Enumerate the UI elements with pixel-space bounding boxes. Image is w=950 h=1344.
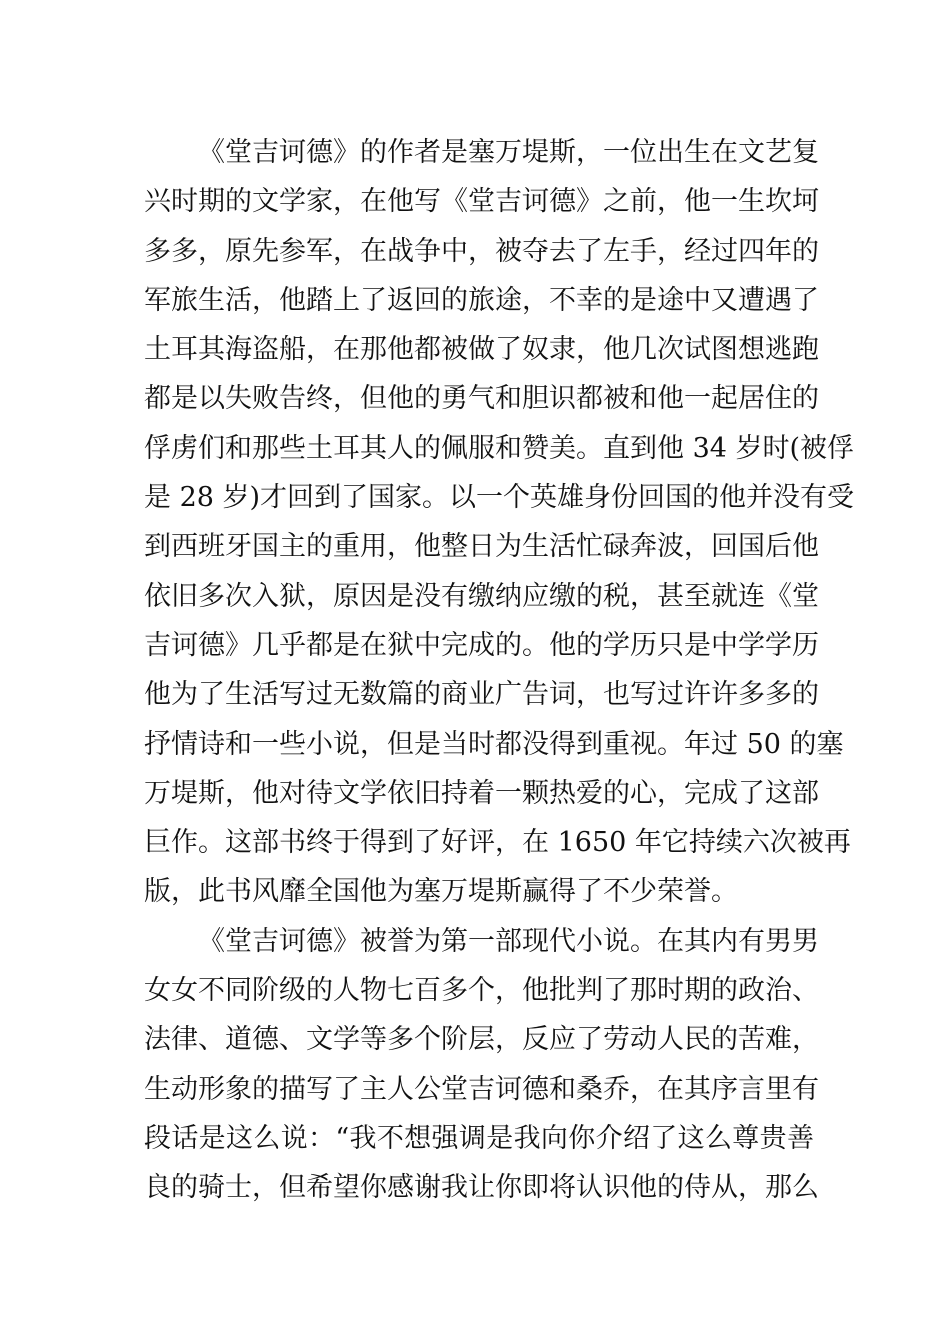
paragraph-1-line-11: 吉诃德》几乎都是在狱中完成的。他的学历只是中学学历 [144, 629, 819, 661]
paragraph-1-line-16: 版，此书风靡全国他为塞万堤斯赢得了不少荣誉。 [144, 876, 738, 908]
paragraph-2-line-4: 生动形象的描写了主人公堂吉诃德和桑乔，在其序言里有 [144, 1073, 819, 1105]
paragraph-2-line-1: 《堂吉诃德》被誉为第一部现代小说。在其内有男男 [198, 925, 819, 957]
paragraph-1-line-1: 《堂吉诃德》的作者是塞万堤斯，一位出生在文艺复 [198, 137, 819, 168]
document-body [144, 128, 855, 1213]
paragraph-2 [144, 917, 819, 1213]
paragraph-1-line-5: 土耳其海盗船，在那他都被做了奴隶，他几次试图想逃跑 [144, 334, 819, 366]
paragraph-1-line-8: 是 28 岁)才回到了国家。以一个英雄身份回国的他并没有受 [144, 482, 855, 514]
paragraph-1-line-4: 军旅生活，他踏上了返回的旅途，不幸的是途中又遭遇了 [144, 284, 819, 316]
paragraph-1-line-14: 万堤斯，他对待文学依旧持着一颗热爱的心，完成了这部 [144, 777, 819, 809]
paragraph-1-line-7: 俘虏们和那些土耳其人的佩服和赞美。直到他 34 岁时(被俘 [144, 432, 855, 464]
paragraph-1-line-12: 他为了生活写过无数篇的商业广告词，也写过许许多多的 [144, 679, 819, 711]
paragraph-1-line-10: 依旧多次入狱，原因是没有缴纳应缴的税，甚至就连《堂 [144, 580, 819, 612]
paragraph-1-line-13: 抒情诗和一些小说，但是当时都没得到重视。年过 50 的塞 [144, 728, 844, 760]
paragraph-2-line-5: 段话是这么说：“我不想强调是我向你介绍了这么尊贵善 [144, 1122, 814, 1154]
paragraph-1-line-2: 兴时期的文学家，在他写《堂吉诃德》之前，他一生坎坷 [144, 186, 819, 218]
paragraph-2-line-3: 法律、道德、文学等多个阶层，反应了劳动人民的苦难， [144, 1024, 819, 1056]
paragraph-2-line-6: 良的骑士，但希望你感谢我让你即将认识他的侍从，那么 [144, 1172, 819, 1204]
paragraph-1 [144, 128, 855, 917]
paragraph-1-line-3: 多多，原先参军，在战争中，被夺去了左手，经过四年的 [144, 235, 819, 267]
paragraph-1-line-15: 巨作。这部书终于得到了好评，在 1650 年它持续六次被再 [144, 827, 851, 859]
paragraph-1-line-9: 到西班牙国主的重用，他整日为生活忙碌奔波，回国后他 [144, 531, 819, 563]
paragraph-1-line-6: 都是以失败告终，但他的勇气和胆识都被和他一起居住的 [144, 383, 819, 415]
paragraph-2-line-2: 女女不同阶级的人物七百多个，他批判了那时期的政治、 [144, 975, 819, 1007]
